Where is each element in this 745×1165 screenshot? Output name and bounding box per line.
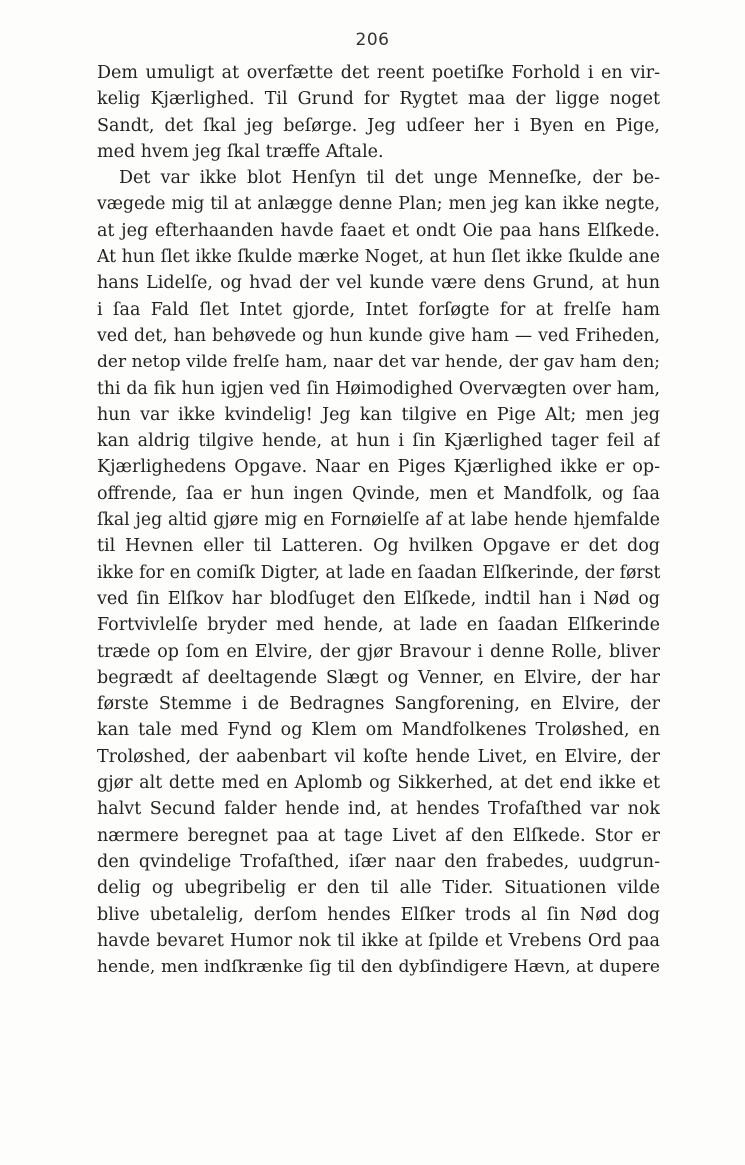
text-line: At hun ſlet ikke ſkulde mærke Noget, at hun ſlet ikke ſkulde ane bbox=[97, 247, 660, 268]
text-line: træde op ſom en Elvire, der gjør Bravour i denne Rolle, bliver bbox=[97, 641, 660, 662]
text-line: nærmere beregnet paa at tage Livet af den Elſkede. Stor er bbox=[97, 825, 660, 846]
text-line: begrædt af deeltagende Slægt og Venner, en Elvire, der har bbox=[97, 667, 660, 688]
text-line: ſkal jeg altid gjøre mig en Fornøielſe af at labe hende hjemfalde bbox=[97, 510, 660, 531]
text-line: delig og ubegribelig er den til alle Tider. Situationen vilde bbox=[97, 878, 660, 899]
text-line: offrende, ſaa er hun ingen Qvinde, men et Mandfolk, og ſaa bbox=[97, 483, 660, 504]
text-line: kelig Kjærlighed. Til Grund for Rygtet maa der ligge noget bbox=[97, 89, 660, 110]
text-line: ved ſin Elſkov har blodſuget den Elſkede, indtil han i Nød og bbox=[97, 588, 660, 609]
text-line: der netop vilde frelſe ham, naar det var hende, der gav ham den; bbox=[97, 352, 660, 373]
text-line: med hvem jeg ſkal træffe Aftale. bbox=[97, 141, 384, 162]
text-line: havde bevaret Humor nok til ikke at ſpilde et Vrebens Ord paa bbox=[97, 930, 660, 951]
page-number: 206 bbox=[355, 30, 390, 50]
text-line: den qvindelige Trofaſthed, iſær naar den frabedes, uudgrun- bbox=[97, 851, 660, 872]
text-line: Troløshed, der aabenbart vil koſte hende Livet, en Elvire, der bbox=[97, 746, 660, 767]
text-line: Det var ikke blot Henſyn til det unge Menneſke, der be- bbox=[119, 168, 660, 189]
text-line: Fortvivlelſe bryder med hende, at lade en ſaadan Elſkerinde bbox=[97, 615, 660, 636]
text-line: at jeg efterhaanden havde faaet et ondt Oie paa hans Elſkede. bbox=[97, 220, 660, 241]
text-line: Dem umuligt at overfætte det reent poetiſke Forhold i en vir- bbox=[97, 63, 660, 83]
text-line: hans Lidelſe, og hvad der vel kunde være dens Grund, at hun bbox=[97, 273, 660, 294]
text-line: første Stemme i de Bedragnes Sangforening, en Elvire, der bbox=[97, 694, 660, 715]
text-line: vægede mig til at anlægge denne Plan; men jeg kan ikke negte, bbox=[97, 194, 660, 215]
text-line: kan aldrig tilgive hende, at hun i ſin Kjærlighed tager feil af bbox=[97, 431, 660, 452]
text-line: ved det, han behøvede og hun kunde give ham — ved Friheden, bbox=[97, 325, 660, 346]
text-line: halvt Secund falder hende ind, at hendes Trofaſthed var nok bbox=[97, 799, 660, 820]
body-text bbox=[97, 60, 660, 980]
text-line: blive ubetalelig, derſom hendes Elſker trods al ſin Nød dog bbox=[97, 904, 660, 925]
text-line: hende, men indſkrænke ſig til den dybſindigere Hævn, at dupere bbox=[97, 957, 660, 978]
text-line: til Hevnen eller til Latteren. Og hvilken Opgave er det dog bbox=[97, 536, 660, 557]
text-line: gjør alt dette med en Aplomb og Sikkerhed, at det end ikke et bbox=[97, 773, 660, 794]
text-line: i ſaa Fald ſlet Intet gjorde, Intet forſøgte for at frelſe ham bbox=[97, 299, 660, 320]
text-line: Kjærlighedens Opgave. Naar en Piges Kjærlighed ikke er op- bbox=[97, 457, 660, 478]
text-line: Sandt, det ſkal jeg beſørge. Jeg udſeer her i Byen en Pige, bbox=[97, 115, 660, 136]
text-line: kan tale med Fynd og Klem om Mandfolkenes Troløshed, en bbox=[97, 720, 660, 741]
text-line: thi da fik hun igjen ved ſin Høimodighed Overvægten over ham, bbox=[97, 378, 660, 399]
text-line: hun var ikke kvindelig! Jeg kan tilgive en Pige Alt; men jeg bbox=[97, 404, 660, 425]
text-line: ikke for en comiſk Digter, at lade en ſaadan Elſkerinde, der først bbox=[97, 562, 660, 583]
